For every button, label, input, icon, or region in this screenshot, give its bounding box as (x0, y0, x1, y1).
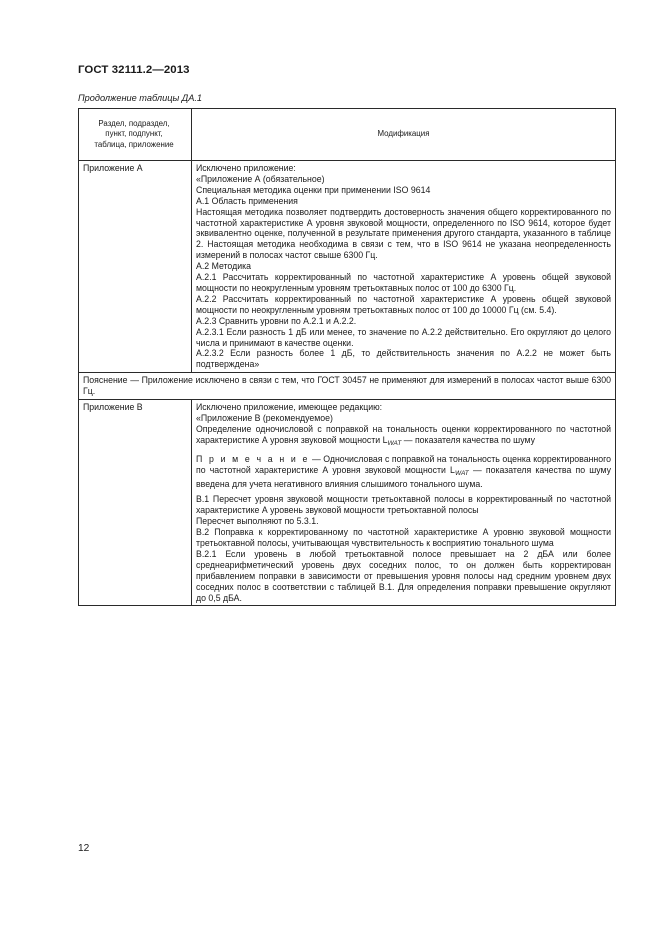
text-line: А.2.3 Сравнить уровни по А.2.1 и А.2.2. (196, 315, 357, 326)
table-row (79, 400, 616, 606)
text-span: — Одночисловая с поправкой на тональность оценка корректированного по частотной характеристике А уровня звуковой мощности L (196, 453, 611, 475)
standard-code: ГОСТ 32111.2—2013 (78, 64, 190, 76)
text-paragraph: А.2.3.1 Если разность 1 дБ или менее, то значение по А.2.2 действительно. Его округляют до целого числа и принимают в качестве оценки. (196, 326, 611, 348)
explanation-text: Пояснение — Приложение исключено в связи с тем, что ГОСТ 30457 не применяют для измерений в полосах частот выше 6300 Гц. (83, 375, 611, 397)
text-line: А.2 Методика (196, 261, 251, 272)
modification-column-header: Модификация (192, 109, 616, 161)
modification-table (78, 108, 616, 606)
section-header-line: пункт, подпункт, (105, 129, 163, 139)
section-cell: Приложение А (79, 161, 192, 373)
text-paragraph: А.2.1 Рассчитать корректированный по частотной характеристике А уровень общей звуковой мощности по неокругленным уровням третьоктавных полос от 100 до 6300 Гц. (196, 272, 611, 293)
subscript: WAT (454, 469, 469, 477)
text-paragraph: А.2.3.2 Если разность более 1 дБ, то действительность значения по А.2.2 не может быть подтверждена» (196, 348, 611, 370)
note-paragraph (196, 454, 611, 491)
table-header-row (79, 109, 616, 161)
text-paragraph: В.1 Пересчет уровня звуковой мощности третьоктавной полосы в корректированный по частотной характеристике А уровень звуковой мощности третьоктавной полосы (196, 494, 611, 516)
text-line: Исключено приложение, имеющее редакцию: (196, 402, 383, 413)
text-paragraph: В.2 Поправка к корректированному по частотной характеристике А уровню звуковой мощности третьоктавной полосы, учитывающая чувствительность к восприятию тонального шума (196, 527, 611, 548)
section-cell: Приложение В (79, 400, 192, 606)
text-line: «Приложение А (обязательное) (196, 173, 325, 184)
subscript: WAT (387, 439, 402, 447)
text-paragraph: А.2.2 Рассчитать корректированный по частотной характеристике А уровень общей звуковой мощности по неокругленным уровням третьоктавных полос от 100 до 10000 Гц (см. 5.4). (196, 293, 611, 315)
section-column-header (79, 109, 192, 161)
text-line: Исключено приложение: (196, 163, 296, 173)
text-paragraph: В.2.1 Если уровень в любой третьоктавной полосе превышает на 2 дБА или более среднеарифметический уровень двух соседних полос, то он должен быть корректирован прибавлением поправки в зависимости от превышения уровня полосы над средним уровнем двух соседних полос в соответствии с таблицей В.1. Для определения поправки превышение округляют до 0,5 дБА. (196, 548, 611, 603)
section-header-line: Раздел, подраздел, (98, 119, 170, 129)
text-span: — показателя качества по шуму введена для учета негативного влияния слышимого тонального шума. (196, 464, 611, 490)
table-row (79, 161, 616, 373)
section-header-line: таблица, приложение (94, 139, 174, 149)
table-caption: Продолжение таблицы ДА.1 (78, 93, 203, 103)
page-number: 12 (78, 843, 90, 854)
text-line: А.1 Область применения (196, 195, 298, 206)
note-label: П р и м е ч а н и е (196, 453, 310, 464)
text-paragraph: Настоящая методика позволяет подтвердить достоверность значения общего корректированного по частотной характеристике А уровня звуковой мощности, определенного по ISO 9614, которое будет эквивалентно оценке, полученной в результате применения другого стандарта, указанного в таблице 2. Настоящая методика необходима в связи с тем, что в ISO 9614 не указана неопределенность измерений в полосах частот свыше 6300 Гц. (196, 206, 611, 261)
modification-cell (192, 161, 616, 373)
text-line: «Приложение В (рекомендуемое) (196, 412, 333, 423)
explanation-row (79, 373, 616, 400)
modification-cell (192, 400, 616, 606)
text-line: Специальная методика оценки при применении ISO 9614 (196, 184, 431, 195)
text-span: Определение одночисловой с поправкой на тональность оценки корректированного по частотной характеристике А уровня звуковой мощности L (196, 423, 611, 445)
text-paragraph (196, 424, 611, 450)
explanation-cell (79, 373, 616, 400)
text-line: Пересчет выполняют по 5.3.1. (196, 516, 319, 527)
text-span: — показателя качества по шуму (403, 434, 535, 445)
